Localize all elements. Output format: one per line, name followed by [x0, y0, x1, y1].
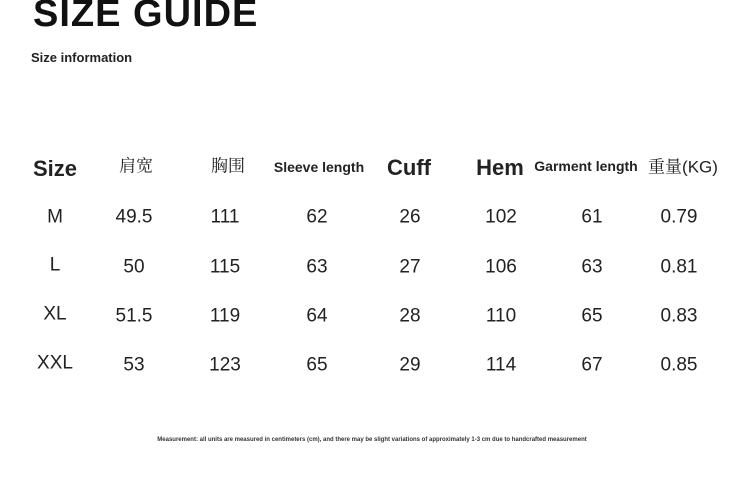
table-cell: 50: [123, 256, 145, 278]
table-cell: 64: [306, 305, 328, 327]
table-cell: 63: [581, 256, 603, 278]
table-cell: 114: [485, 354, 517, 376]
table-cell: 0.79: [660, 206, 698, 228]
table-cell: 28: [399, 305, 421, 327]
table-cell: XXL: [37, 352, 73, 374]
column-header-weight: 重量(KG): [648, 157, 718, 177]
table-cell: 123: [209, 354, 241, 376]
table-cell: 53: [123, 354, 145, 376]
table-cell: 111: [210, 206, 240, 228]
table-cell: 65: [306, 354, 328, 376]
column-header-garment-length: Garment length: [534, 158, 638, 174]
table-cell: 0.83: [660, 305, 698, 327]
table-cell: 65: [581, 305, 603, 327]
table-cell: 119: [209, 305, 241, 327]
table-cell: XL: [43, 303, 67, 325]
column-header-size: Size: [32, 156, 78, 181]
table-cell: 115: [209, 256, 241, 278]
table-cell: 63: [306, 256, 328, 278]
page-subtitle: Size information: [31, 50, 133, 65]
table-cell: 110: [485, 305, 517, 327]
column-header-cuff: Cuff: [387, 155, 431, 180]
column-header-hem: Hem: [476, 155, 524, 180]
table-cell: 27: [399, 256, 421, 278]
table-cell: 26: [399, 206, 421, 228]
table-cell: M: [47, 206, 63, 228]
table-cell: 0.81: [660, 256, 698, 278]
table-cell: 0.85: [660, 354, 698, 376]
column-header-sleeve-length: Sleeve length: [273, 159, 365, 175]
table-cell: 102: [485, 206, 517, 228]
column-header-shoulder-width: 肩宽: [119, 156, 153, 176]
page-title: SIZE GUIDE: [33, 0, 259, 35]
table-cell: 51.5: [115, 305, 153, 327]
table-cell: 67: [581, 354, 603, 376]
measurement-note: Measurement: all units are measured in centimeters (cm), and there may be slight variations of approximately 1-3 cm due to handcrafted measurement: [157, 437, 587, 443]
table-cell: 106: [485, 256, 517, 278]
table-cell: 61: [581, 206, 603, 228]
table-cell: 29: [399, 354, 421, 376]
column-header-chest: 胸围: [211, 156, 245, 176]
table-cell: L: [49, 254, 61, 276]
table-cell: 62: [306, 206, 328, 228]
table-cell: 49.5: [115, 206, 153, 228]
